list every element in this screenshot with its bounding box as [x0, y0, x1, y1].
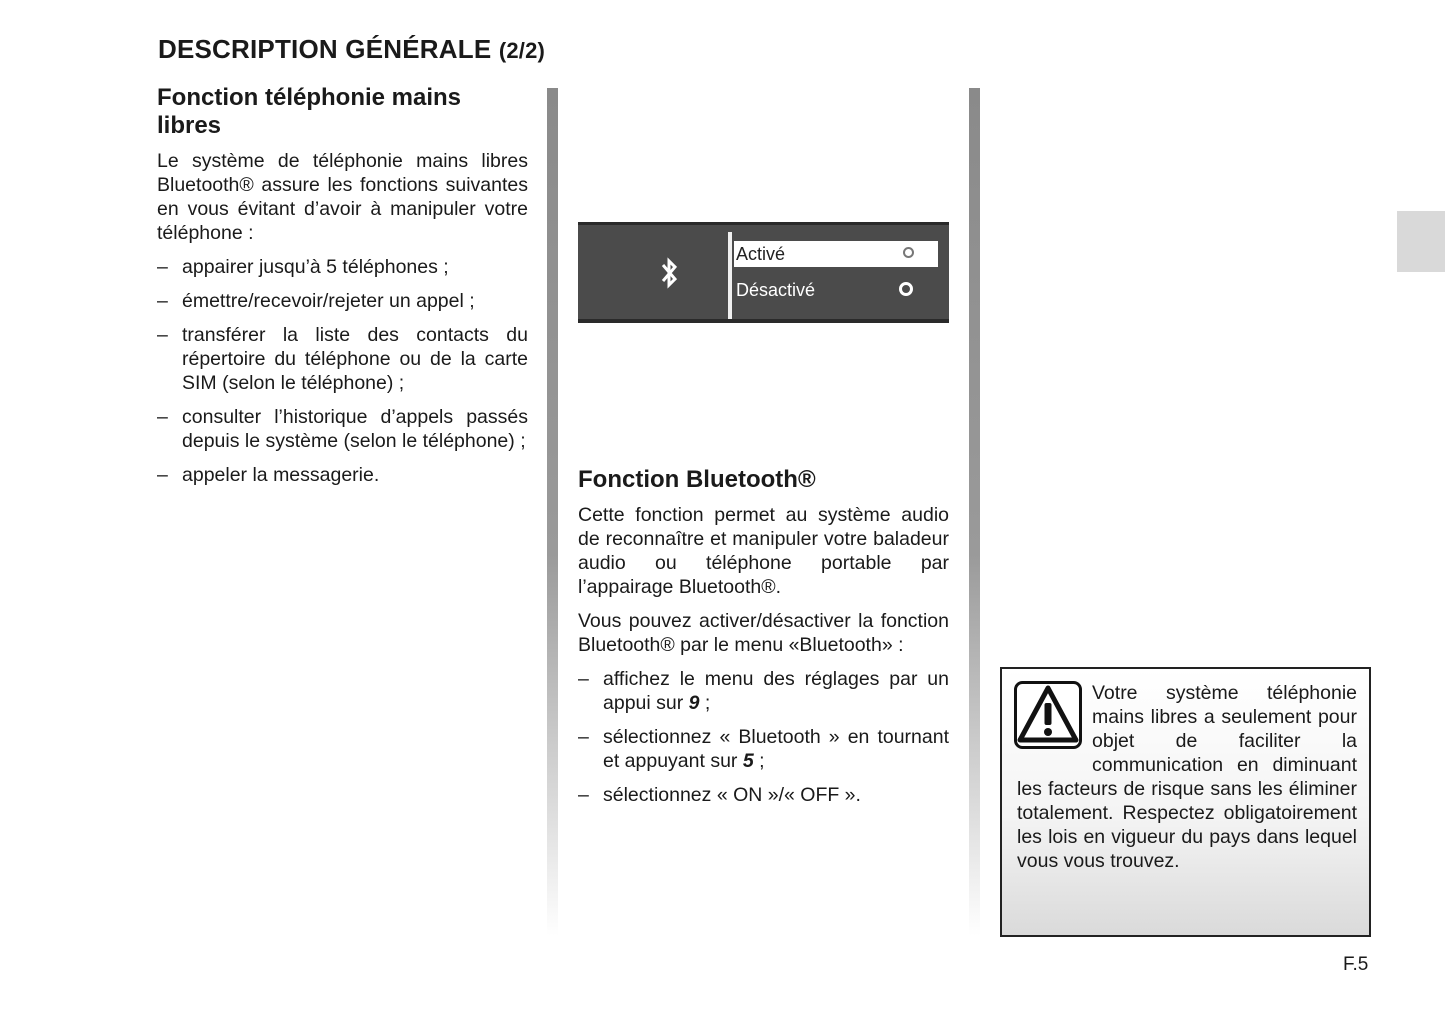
bluetooth-para-2: Vous pouvez activer/désactiver la fonction Bluetooth® par le menu «Bluetooth» :: [578, 610, 949, 656]
warning-text: [1017, 681, 1357, 873]
bluetooth-icon: [660, 257, 680, 289]
bluetooth-para-1: Cette fonction permet au système audio de reconnaître et manipuler votre baladeur audio ou téléphone portable par l’appairage Bluetooth®.: [578, 504, 949, 598]
radio-icon: [899, 282, 913, 296]
handsfree-heading: Fonction téléphonie mains libres: [157, 84, 462, 139]
bluetooth-steps-list: [578, 667, 949, 807]
list-item: – appeler la messagerie.: [157, 463, 528, 487]
column-divider: [969, 88, 980, 936]
option-label: Désactivé: [736, 280, 816, 300]
list-item: [578, 725, 949, 773]
list-item: [578, 783, 949, 807]
handsfree-section: [157, 84, 528, 497]
chapter-tab: [1397, 211, 1445, 272]
screen-separator: [728, 232, 732, 319]
list-item: – consulter l’historique d’appels passés depuis le système (selon le téléphone) ;: [157, 405, 528, 453]
step-end: ;: [753, 750, 765, 772]
list-item: – transférer la liste des contacts du répertoire du téléphone ou de la carte SIM (selon le téléphone) ;: [157, 323, 528, 395]
step-text: sélectionnez « Bluetooth » en tournant et appuyant sur: [603, 726, 949, 772]
option-label: Activé: [736, 244, 786, 264]
handsfree-function-list: [157, 255, 528, 487]
bluetooth-heading: Fonction Bluetooth®: [578, 466, 816, 493]
handsfree-intro: Le système de téléphonie mains libres Bluetooth® assure les fonctions suivantes en vous évitant d’avoir à manipuler votre téléphone :: [157, 150, 528, 244]
page-number: F.5: [1343, 954, 1369, 975]
option-inactive[interactable]: [734, 277, 938, 303]
step-end: ;: [699, 692, 711, 714]
option-active[interactable]: [734, 241, 938, 267]
step-text: sélectionnez « ON »/« OFF ».: [603, 784, 861, 806]
page-title: [158, 34, 545, 65]
column-divider: [547, 88, 558, 936]
radio-icon: [903, 247, 914, 258]
list-item: – émettre/recevoir/rejeter un appel ;: [157, 289, 528, 313]
list-item: – appairer jusqu’à 5 téléphones ;: [157, 255, 528, 279]
step-key: 5: [742, 750, 754, 772]
step-key: 9: [688, 692, 700, 714]
bluetooth-settings-screen: [578, 222, 949, 323]
page-title-text: DESCRIPTION GÉNÉRALE: [158, 34, 492, 64]
list-item: [578, 667, 949, 715]
warning-box: [1000, 667, 1371, 937]
step-text: affichez le menu des réglages par un appui sur: [603, 668, 949, 714]
bluetooth-section: [578, 466, 949, 817]
warning-text-content: Votre système téléphonie mains libres a seulement pour objet de faciliter la communication en diminuant les facteurs de risque sans les éliminer totalement. Respectez obligatoirement les lois en vigueur du pays dans lequel vous vous trouvez.: [1017, 682, 1357, 872]
page-title-suffix: (2/2): [498, 38, 546, 63]
